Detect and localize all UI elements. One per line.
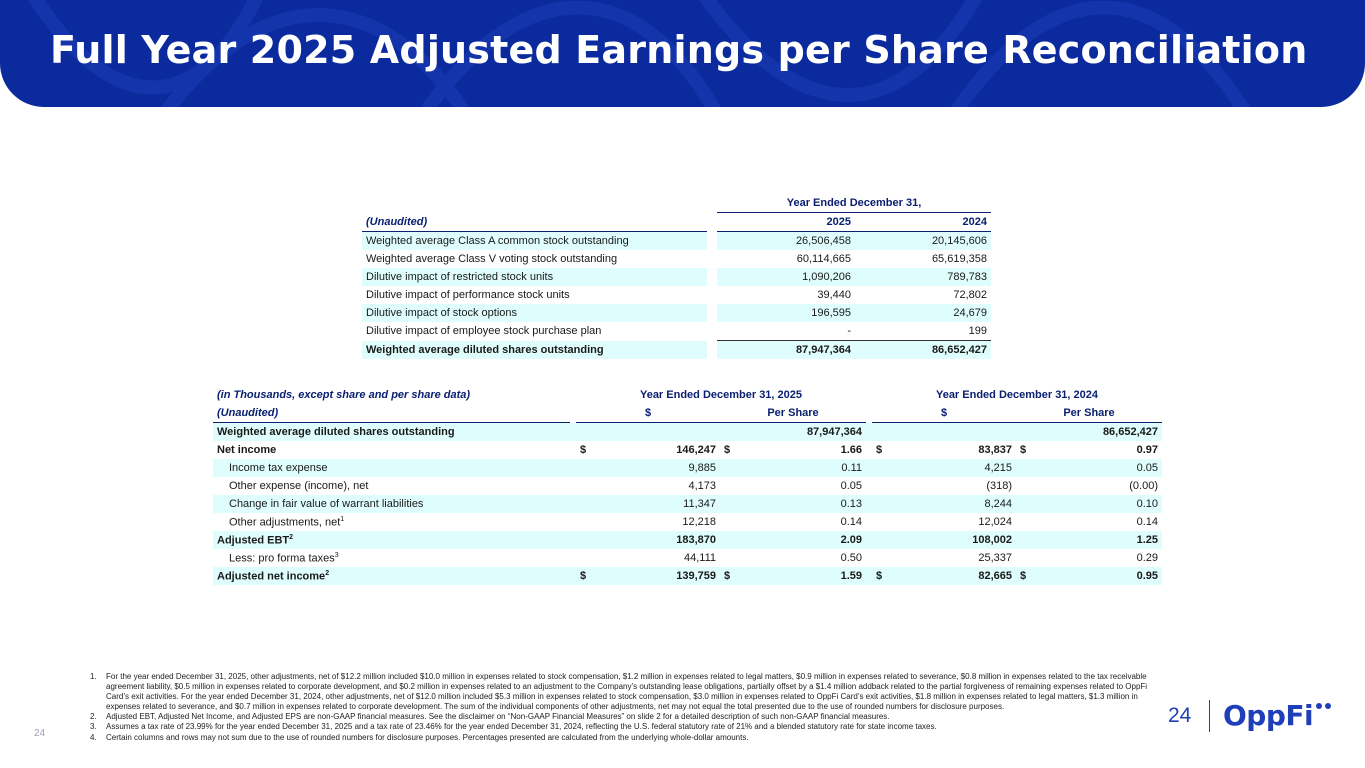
dollar-sign: $ [724, 444, 731, 456]
total-row [362, 341, 991, 360]
amount-2025: 11,347 [592, 495, 720, 513]
per-share-2024: 1.25 [1032, 531, 1162, 549]
row-label: Other expense (income), net [229, 480, 369, 492]
per-share-2024: 0.10 [1032, 495, 1162, 513]
row-value-2024: 20,145,606 [855, 232, 991, 251]
row-label: Less: pro forma taxes$^3$ [229, 551, 339, 565]
row-label: Adjusted net income$^2$ [213, 567, 570, 585]
per-share-2025: 1.59 [736, 567, 866, 585]
row-label: Dilutive impact of restricted stock units [362, 268, 707, 286]
footnote-ref: 3 [334, 551, 339, 559]
per-share-2024: 0.14 [1136, 516, 1158, 528]
footnote: 4. Certain columns and rows may not sum due to the use of rounded numbers for disclosure purposes. Percentages presented are calculated from the underlying whole-dollar amounts. [90, 732, 749, 742]
table-row [213, 495, 1162, 513]
col-dollar-2025: $ [576, 404, 720, 423]
footnotes [90, 672, 1170, 743]
col-dollar-2024: $ [872, 404, 1016, 423]
row-label: Weighted average Class V voting stock outstanding [366, 253, 618, 265]
amount-2025: 12,218 [682, 516, 716, 528]
oppfi-logo: OppFi [1223, 699, 1314, 732]
row-value-2025: 1,090,206 [717, 268, 855, 286]
amount-2024: (318) [986, 480, 1012, 492]
shares-2024: 86,652,427 [1032, 423, 1162, 442]
shares-2025: 87,947,364 [736, 423, 866, 442]
row-value-2024: 72,802 [953, 289, 987, 301]
table-row [362, 232, 991, 251]
dollar-sign: $ [1016, 567, 1032, 585]
row-label: Net income [217, 444, 277, 456]
per-share-2025: 0.05 [840, 480, 862, 492]
footnote-ref: 1 [340, 515, 345, 523]
row-label: Dilutive impact of performance stock units [366, 289, 570, 301]
page-title: Full Year 2025 Adjusted Earnings per Share Reconciliation [50, 28, 1308, 72]
table-row [362, 286, 991, 304]
col-2024-header: 2024 [855, 213, 991, 232]
dollar-sign: $ [872, 567, 888, 585]
amount-2025: 44,111 [683, 552, 716, 564]
row-value-2025: 26,506,458 [717, 232, 855, 251]
row-value-2024: 65,619,358 [931, 253, 987, 265]
amount-2024: 12,024 [978, 516, 1012, 528]
table-row [362, 322, 991, 341]
unaudited-label: (Unaudited) [362, 213, 707, 232]
table-row [213, 531, 1162, 549]
amount-2024: 82,665 [888, 567, 1016, 585]
total-value-2024: 86,652,427 [855, 341, 991, 360]
adjusted-eps-table [213, 386, 1162, 585]
diluted-shares-table [362, 194, 991, 359]
col-2025-header: 2025 [717, 213, 855, 232]
amount-2025: 146,247 [676, 444, 716, 456]
footnote-ref: 2 [289, 533, 294, 541]
amount-2024: 83,837 [978, 444, 1012, 456]
table-row [213, 441, 1162, 459]
row-value-2024: 199 [968, 325, 987, 337]
amount-2025: 4,173 [688, 480, 716, 492]
per-share-2024: 0.29 [1136, 552, 1158, 564]
amount-2025: 139,759 [592, 567, 720, 585]
per-share-2025: 0.50 [840, 552, 862, 564]
per-share-2024: 0.95 [1032, 567, 1162, 585]
row-value-2025: 60,114,665 [796, 253, 851, 265]
amount-2024: 108,002 [888, 531, 1016, 549]
page-number-left: 24 [34, 728, 46, 739]
logo-dots-icon [1315, 702, 1335, 712]
per-share-2024: 0.97 [1136, 444, 1158, 456]
footnote: 3. Assumes a tax rate of 23.99% for the year ended December 31, 2025 and a tax rate of 23.46% for the year ended December 31, 2024, reflecting the U.S. federal statutory rate of 21% and a blended statutory rate for state income taxes. [90, 722, 937, 732]
amount-2024: 25,337 [978, 552, 1012, 564]
header-banner [0, 0, 1365, 107]
total-value-2025: 87,947,364 [717, 341, 855, 360]
divider [1209, 700, 1210, 732]
amount-2024: 4,215 [888, 459, 1016, 477]
row-label: Weighted average Class A common stock outstanding [362, 232, 707, 251]
table-row [362, 304, 991, 322]
row-label: Weighted average diluted shares outstanding [213, 423, 570, 442]
table-row [213, 549, 1162, 567]
row-value-2025: 196,595 [717, 304, 855, 322]
amount-2025: 9,885 [592, 459, 720, 477]
dollar-sign: $ [580, 444, 587, 456]
per-share-2025: 0.11 [736, 459, 866, 477]
dollar-sign: $ [720, 567, 736, 585]
footnote: 1. For the year ended December 31, 2025, other adjustments, net of $12.2 million included $10.0 million in expenses related to stock compensation, $1.2 million in expenses related to legal matters, $0.9 million in expenses related to severance, $0.8 million in expenses related to the tax receivable agreement liability, $0.5 million in expenses related to corporate development, and $0.2 million in expenses related to an adjustment to the Company’s outstanding lease obligations, partially offset by a $1.4 million addback related to the partial forgiveness of remaining expenses related to OppFi Card’s exit activities. For the year ended December 31, 2024, other adjustments, net of $12.0 million included $5.3 million in expenses related to stock compensation, $3.0 million in expenses related to OppFi Card’s exit activities, $1.8 million in expenses related to legal matters, $1.3 million in expenses related to severance, and $0.7 million in expenses related to corporate development. The sum of the individual components of other adjustments, net may not equal the total presented due to the use of rounded numbers for disclosure purposes. [90, 672, 1148, 712]
dollar-sign: $ [1020, 444, 1027, 456]
group-2024-header: Year Ended December 31, 2024 [935, 389, 1099, 401]
table-row [362, 268, 991, 286]
row-label: Other adjustments, net$^1$ [229, 515, 345, 529]
table-row [213, 423, 1162, 442]
row-value-2025: - [847, 325, 851, 337]
per-share-2024: 0.05 [1032, 459, 1162, 477]
row-label: Adjusted EBT$^2$ [213, 531, 570, 549]
per-share-2025: 1.66 [840, 444, 862, 456]
row-value-2024: 24,679 [855, 304, 991, 322]
col-per-share-2024: Per Share [1016, 404, 1162, 423]
table-row [213, 459, 1162, 477]
year-ended-header: Year Ended December 31, [717, 194, 991, 213]
row-value-2025: 39,440 [817, 289, 851, 301]
dollar-sign: $ [576, 567, 592, 585]
per-share-2024: (0.00) [1129, 480, 1158, 492]
row-value-2024: 789,783 [855, 268, 991, 286]
row-label: Dilutive impact of stock options [362, 304, 707, 322]
row-label: Income tax expense [213, 459, 570, 477]
total-label: Weighted average diluted shares outstanding [362, 341, 707, 360]
per-share-2025: 0.14 [840, 516, 862, 528]
dollar-sign: $ [876, 444, 883, 456]
unaudited-label: (Unaudited) [213, 404, 570, 423]
page-number-right: 24 [1168, 704, 1192, 727]
table-row [362, 250, 991, 268]
per-share-2025: 2.09 [736, 531, 866, 549]
row-label: Dilutive impact of employee stock purchase plan [366, 325, 602, 338]
table-row [213, 513, 1162, 531]
row-label: Change in fair value of warrant liabilities [213, 495, 570, 513]
per-share-2025: 0.13 [736, 495, 866, 513]
footnote-ref: 2 [325, 569, 330, 577]
table-row [213, 477, 1162, 495]
group-2025-header: Year Ended December 31, 2025 [639, 389, 803, 401]
amount-2024: 8,244 [888, 495, 1016, 513]
amount-2025: 183,870 [592, 531, 720, 549]
col-per-share-2025: Per Share [720, 404, 866, 423]
units-label: (in Thousands, except share and per share data) [217, 389, 471, 401]
footnote: 2. Adjusted EBT, Adjusted Net Income, and Adjusted EPS are non-GAAP financial measures. See the disclaimer on “Non-GAAP Financial Measures” on slide 2 for a detailed description of such non-GAAP financial measures. [90, 712, 890, 722]
table-row [213, 567, 1162, 585]
